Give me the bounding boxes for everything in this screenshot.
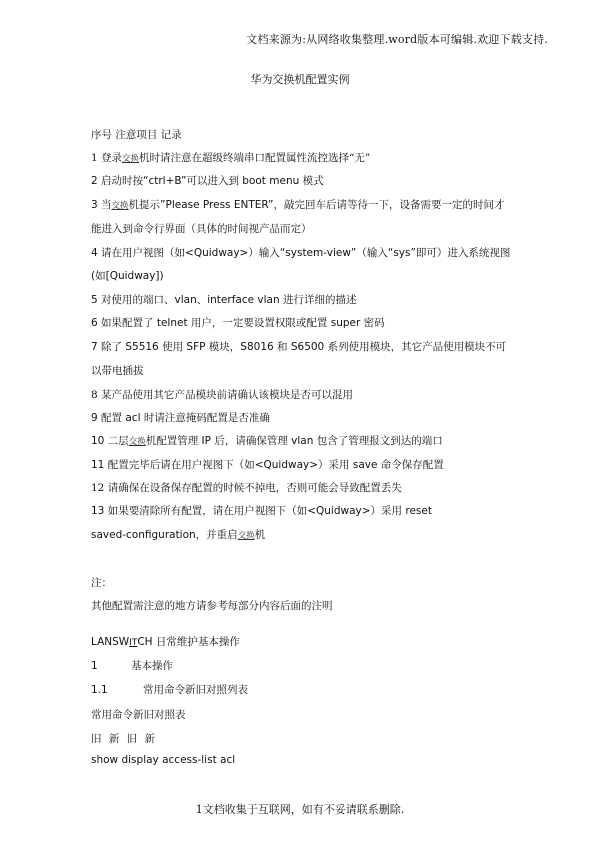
item-13-cont-text: saved-configuration，并重启 [91, 529, 238, 541]
section-1-1 [91, 682, 248, 697]
heading-part-it: IT [129, 638, 138, 648]
section-heading [91, 634, 240, 649]
note-label: 注： [91, 577, 112, 589]
item-7-cont: 以带电插拔 [91, 365, 144, 377]
item-13-end: 机 [254, 529, 266, 541]
section-1-number: 1 [91, 660, 98, 672]
table-row: show display access-list acl [91, 754, 236, 766]
item-11: 11 配置完毕后请在用户视图下（如<Quidway>）采用 save 命令保存配置 [91, 459, 444, 471]
switch-word: 交换 [128, 437, 146, 447]
heading-part-a: LANSW [91, 636, 130, 648]
item-13: 13 如果要清除所有配置，请在用户视图下（如<Quidway>）采用 reset [91, 505, 432, 517]
switch-word: 交换 [237, 531, 255, 541]
item-3-rest: 机提示”Please Press ENTER”，敲完回车后请等待一下，设备需要一定的时间才 [128, 199, 505, 211]
section-1-1-title: 常用命令新旧对照列表 [143, 684, 248, 696]
item-10-rest: 机配置管理 IP 后，请确保管理 vlan 包含了管理报文到达的端口 [145, 435, 443, 447]
table-title: 常用命令新旧对照表 [91, 709, 186, 721]
item-4-cont: (如[Quidway]) [91, 270, 164, 282]
item-3-cont: 能进入到命令行界面（具体的时间视产品而定） [91, 223, 312, 235]
item-4: 4 请在用户视图（如<Quidway>）输入“system-view”（输入“sys”即可）进入系统视图 [91, 247, 511, 259]
item-3 [91, 197, 504, 212]
item-9: 9 配置 acl 时请注意掩码配置是否准确 [91, 412, 270, 424]
item-13-cont [91, 527, 265, 542]
switch-word: 交换 [111, 201, 129, 211]
heading-part-b: CH 日常维护基本操作 [137, 636, 240, 648]
item-10-prefix: 10 二层 [91, 435, 129, 447]
item-12: 12 请确保在设备保存配置的时候不掉电，否则可能会导致配置丢失 [91, 482, 402, 494]
item-1-rest: 机时请注意在超级终端串口配置属性流控选择“无” [139, 152, 371, 164]
item-3-prefix: 3 当 [91, 199, 112, 211]
section-1-1-number: 1.1 [91, 684, 108, 696]
item-1 [91, 150, 370, 165]
item-6: 6 如果配置了 telnet 用户，一定要设置权限或配置 super 密码 [91, 317, 385, 329]
item-1-prefix: 1 登录 [91, 152, 123, 164]
switch-word: 交换 [122, 154, 140, 164]
section-1 [91, 658, 173, 673]
item-8: 8 某产品使用其它产品模块前请确认该模块是否可以混用 [91, 389, 354, 401]
table-head: 序号 注意项目 记录 [91, 129, 182, 141]
item-5: 5 对使用的端口、vlan、interface vlan 进行详细的描述 [91, 294, 357, 306]
item-7: 7 除了 S5516 使用 SFP 模块，S8016 和 S6500 系列使用模块，其它产品使用模块不可 [91, 341, 507, 353]
section-1-title: 基本操作 [131, 660, 173, 672]
page-header-note: 文档来源为:从网络收集整理.word版本可编辑.欢迎下载支持. [246, 33, 548, 46]
note-text: 其他配置需注意的地方请参考每部分内容后面的注明 [91, 600, 333, 612]
item-2: 2 启动时按“ctrl+B”可以进入到 boot menu 模式 [91, 175, 324, 187]
page-footer: 1文档收集于互联网，如有不妥请联系删除. [195, 803, 405, 816]
document-title: 华为交换机配置实例 [250, 73, 350, 86]
table-columns: 旧 新 旧 新 [91, 733, 156, 745]
item-10 [91, 433, 443, 448]
